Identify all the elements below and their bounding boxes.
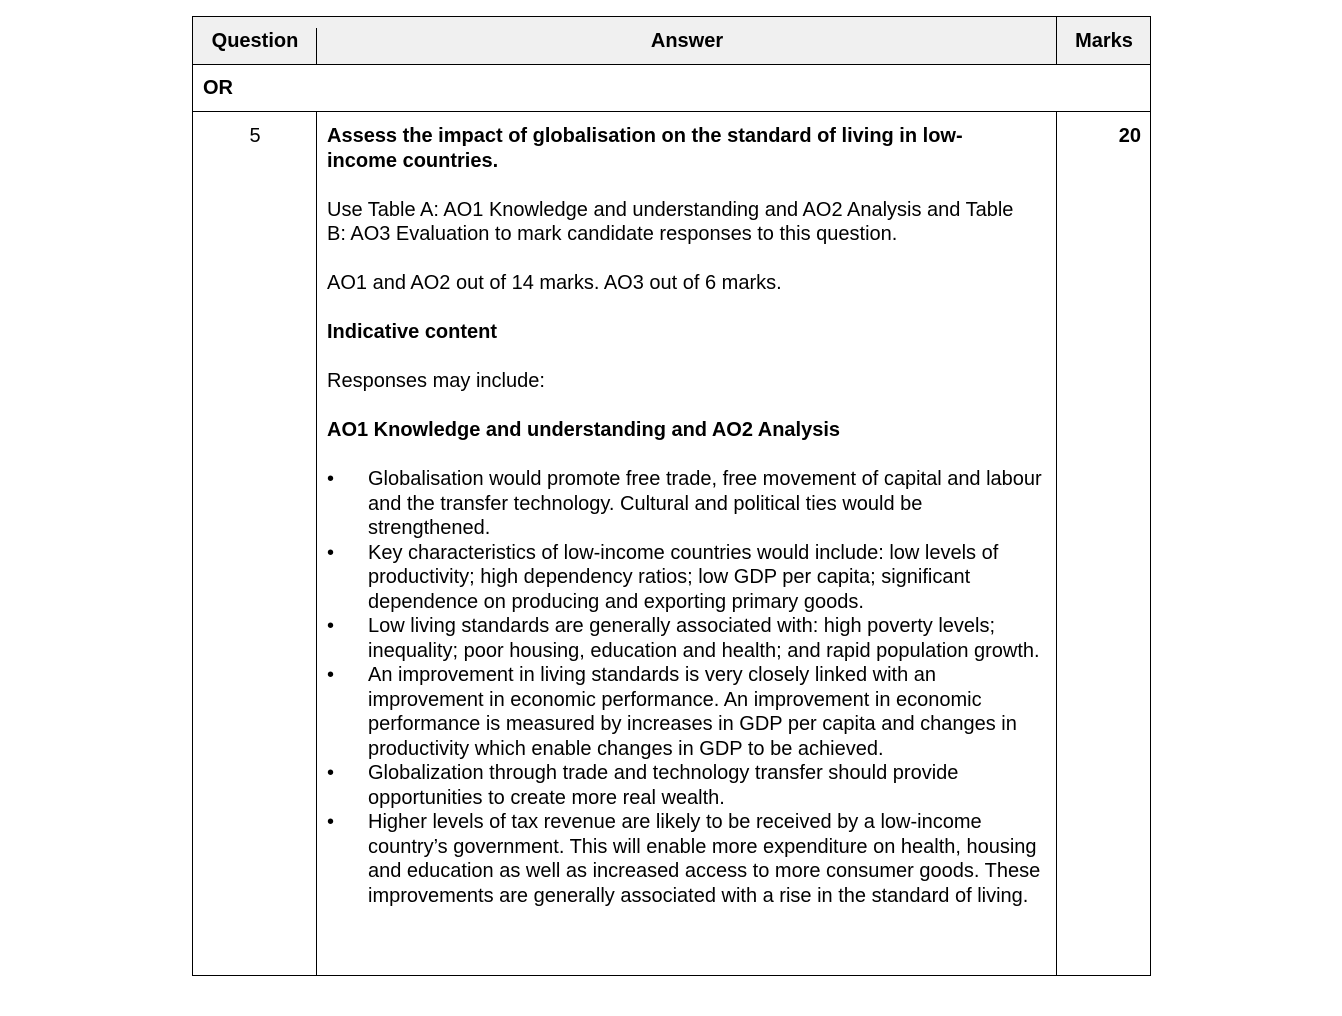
column-divider xyxy=(1056,112,1057,976)
list-item xyxy=(327,761,1048,810)
table-header xyxy=(193,17,1150,65)
list-item xyxy=(327,614,1048,663)
question-number: 5 xyxy=(249,125,261,147)
list-item xyxy=(327,663,1048,761)
bullet-text: Globalization through trade and technology transfer should provide opportunities to create more real wealth. xyxy=(368,762,959,809)
bullet-text: An improvement in living standards is very closely linked with an improvement in economic performance. An improvement in economic performance is measured by increases in GDP per capita and changes in productivity which enable changes in GDP to be achieved. xyxy=(368,664,1017,760)
bullet-icon: • xyxy=(327,541,335,564)
or-row xyxy=(193,65,1150,112)
mark-scheme-table xyxy=(192,16,1151,976)
instructions: Use Table A: AO1 Knowledge and understanding and AO2 Analysis and Table B: AO3 Evaluation to mark candidate responses to this question. xyxy=(327,198,1014,245)
section-heading: AO1 Knowledge and understanding and AO2 Analysis xyxy=(327,419,841,441)
answer-cell xyxy=(327,124,1047,908)
list-item xyxy=(327,541,1048,615)
header-divider xyxy=(1056,17,1057,65)
or-label: OR xyxy=(203,77,233,99)
bullet-text: Globalisation would promote free trade, free movement of capital and labour and the transfer technology. Cultural and political ties would be strengthened. xyxy=(368,468,1042,539)
header-divider xyxy=(316,28,317,65)
bullet-icon: • xyxy=(327,615,335,637)
question-title: Assess the impact of globalisation on the standard of living in low-income countries. xyxy=(327,125,963,172)
responses-intro: Responses may include: xyxy=(327,370,545,392)
indicative-heading: Indicative content xyxy=(327,321,498,343)
bullet-icon: • xyxy=(327,664,335,686)
list-item xyxy=(327,467,1048,541)
header-marks: Marks xyxy=(1075,30,1133,52)
bullet-icon: • xyxy=(327,811,335,833)
bullet-list xyxy=(327,467,1047,908)
bullet-icon: • xyxy=(327,468,335,490)
bullet-text: Key characteristics of low-income countries would include: low levels of productivity; high dependency ratios; low GDP per capita; significant dependence on producing and exporting primary goods. xyxy=(368,541,999,613)
column-divider xyxy=(316,112,317,976)
marks-split: AO1 and AO2 out of 14 marks. AO3 out of 6 marks. xyxy=(327,272,782,294)
list-item xyxy=(327,810,1048,908)
header-answer: Answer xyxy=(650,30,724,52)
header-question: Question xyxy=(211,30,299,52)
marks-value: 20 xyxy=(1118,125,1141,147)
bullet-text: Higher levels of tax revenue are likely to be received by a low-income country’s government. This will enable more expenditure on health, housing and education as well as increased access to more consumer goods. These improvements are generally associated with a rise in the standard of living. xyxy=(368,811,1041,907)
bullet-text: Low living standards are generally associated with: high poverty levels; inequality; poor housing, education and health; and rapid population growth. xyxy=(368,615,1040,662)
bullet-icon: • xyxy=(327,762,335,784)
